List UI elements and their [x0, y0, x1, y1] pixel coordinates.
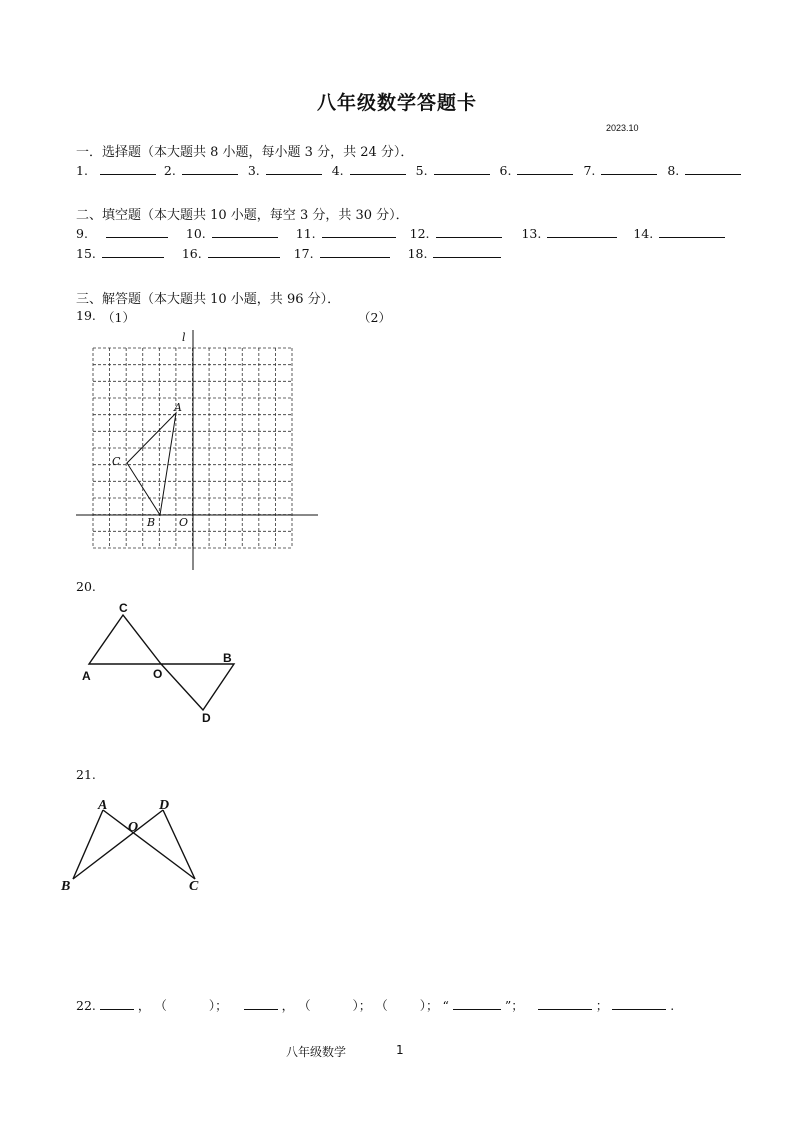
q19-number: 19.	[76, 308, 96, 323]
q21-number: 21.	[76, 767, 96, 782]
q22-text: ；	[595, 998, 609, 1013]
answer-blank[interactable]	[322, 225, 396, 238]
answer-blank[interactable]	[212, 225, 278, 238]
answer-label: 7.	[583, 163, 596, 178]
q20-number: 20.	[76, 579, 96, 594]
footer-page-number: 1	[396, 1043, 404, 1057]
answer-blank[interactable]	[538, 997, 592, 1010]
answer-label: 18.	[407, 246, 428, 261]
q19-part2: （2）	[358, 310, 391, 325]
section1-answers	[76, 162, 741, 178]
q20-figure	[75, 598, 250, 728]
q22-text: ）；	[208, 998, 228, 1013]
label-a: A	[82, 669, 91, 683]
label-o: O	[128, 820, 139, 835]
section2-heading: 二、填空题（本大题共 10 小题，每空 3 分，共 30 分）．	[76, 208, 409, 223]
answer-blank[interactable]	[350, 162, 406, 175]
label-d: D	[202, 711, 211, 725]
answer-label: 5.	[415, 163, 428, 178]
answer-blank[interactable]	[436, 225, 502, 238]
q22-text: （	[375, 998, 388, 1013]
answer-label: 10.	[185, 226, 206, 241]
label-b: B	[147, 516, 156, 529]
label-c: C	[189, 879, 199, 894]
triangle-aoc	[89, 615, 161, 664]
answer-label: 16.	[181, 246, 202, 261]
q19-part1: （1）	[102, 310, 135, 325]
q19-grid-figure	[70, 326, 330, 576]
answer-blank[interactable]	[433, 245, 501, 258]
answer-label: 15.	[76, 246, 96, 261]
answer-blank[interactable]	[182, 162, 238, 175]
answer-label: 14.	[633, 226, 654, 241]
section2-row1	[76, 225, 725, 241]
segment-ab	[73, 810, 103, 879]
answer-label: 2.	[163, 163, 176, 178]
answer-blank[interactable]	[453, 997, 501, 1010]
answer-blank[interactable]	[266, 162, 322, 175]
q22-text: .	[670, 998, 675, 1013]
q22-number: 22.	[76, 998, 96, 1013]
segment-dc	[163, 810, 195, 879]
label-d: D	[159, 798, 170, 813]
answer-label: 3.	[247, 163, 260, 178]
answer-label: 8.	[667, 163, 680, 178]
label-o: O	[153, 667, 163, 681]
section1-heading: 一．选择题（本大题共 8 小题，每小题 3 分，共 24 分）．	[76, 145, 414, 160]
answer-blank[interactable]	[601, 162, 657, 175]
q21-figure	[58, 793, 218, 898]
q22-text: ）；	[419, 998, 439, 1013]
q22-text: “	[442, 998, 449, 1013]
label-o: O	[179, 516, 189, 529]
label-a: A	[174, 401, 182, 414]
date-label: 2023.10	[606, 123, 639, 133]
answer-blank[interactable]	[100, 997, 134, 1010]
answer-blank[interactable]	[106, 225, 168, 238]
label-l: l	[182, 331, 186, 344]
answer-label: 6.	[499, 163, 512, 178]
answer-blank[interactable]	[244, 997, 278, 1010]
answer-blank[interactable]	[659, 225, 725, 238]
answer-label: 9.	[76, 226, 88, 241]
label-c: C	[119, 601, 128, 615]
answer-blank[interactable]	[100, 162, 156, 175]
answer-blank[interactable]	[612, 997, 666, 1010]
triangle-obd	[161, 664, 234, 710]
answer-blank[interactable]	[685, 162, 741, 175]
answer-label: 17.	[293, 246, 314, 261]
answer-label: 12.	[409, 226, 430, 241]
answer-blank[interactable]	[208, 245, 280, 258]
label-b: B	[223, 651, 232, 665]
q22-text: ，	[281, 998, 295, 1013]
label-a: A	[98, 798, 108, 813]
q22-text: （	[154, 998, 167, 1013]
q22-answers	[76, 996, 674, 1014]
label-c: C	[112, 455, 121, 468]
answer-blank[interactable]	[102, 245, 164, 258]
section3-heading: 三、解答题（本大题共 10 小题，共 96 分）．	[76, 292, 341, 307]
answer-blank[interactable]	[547, 225, 617, 238]
answer-label: 4.	[331, 163, 344, 178]
triangle-abc	[127, 413, 176, 515]
answer-blank[interactable]	[517, 162, 573, 175]
q22-text: ”；	[504, 998, 524, 1013]
answer-label: 1.	[76, 163, 88, 178]
q22-text: ）；	[352, 998, 372, 1013]
answer-label: 13.	[521, 226, 542, 241]
label-b: B	[61, 879, 71, 894]
answer-blank[interactable]	[320, 245, 390, 258]
footer-subject: 八年级数学	[286, 1045, 347, 1059]
answer-label: 11.	[295, 226, 316, 241]
q22-text: ，	[137, 998, 151, 1013]
page-title: 八年级数学答题卡	[316, 92, 477, 114]
section2-row2	[76, 245, 501, 261]
q22-text: （	[298, 998, 311, 1013]
answer-blank[interactable]	[434, 162, 490, 175]
